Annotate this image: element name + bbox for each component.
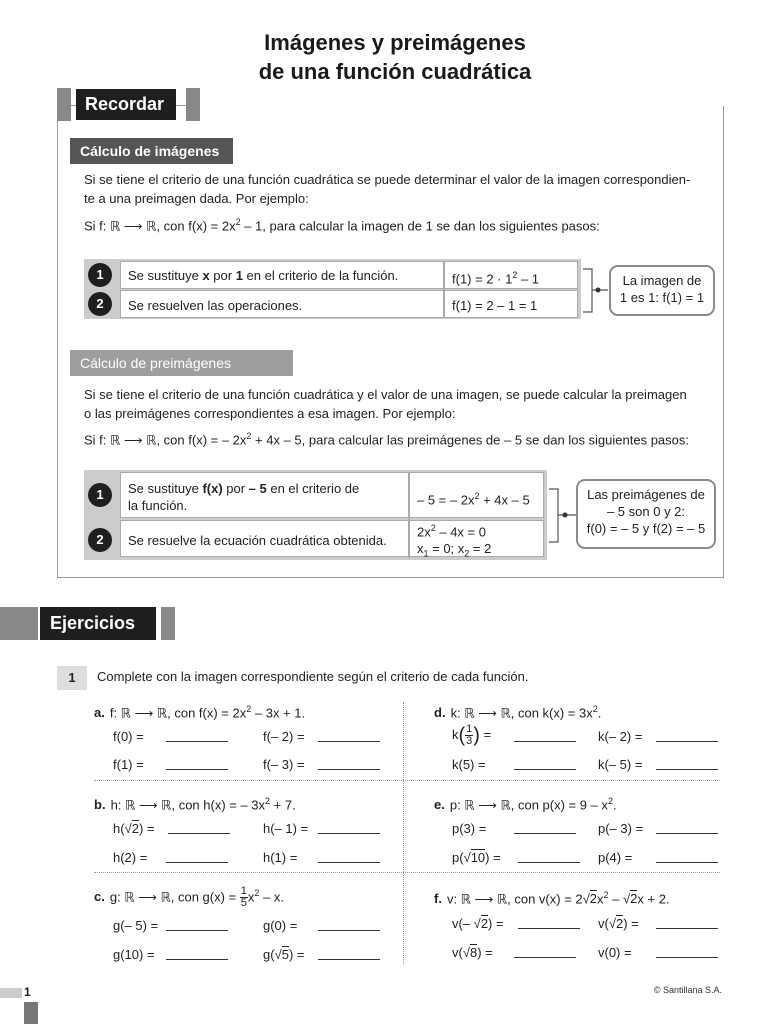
answer-blank[interactable] <box>656 946 718 958</box>
recordar-header-bar-right <box>186 88 200 121</box>
calc-preimagenes-paragraph <box>84 385 724 423</box>
result-line-1: La imagen de <box>622 273 702 288</box>
exercise-b-definition <box>94 792 296 814</box>
step-text: por <box>209 268 236 283</box>
exercise-d-definition <box>434 700 601 722</box>
def-text: x + 2. <box>637 891 670 907</box>
calc-text: = 0; x <box>428 541 465 557</box>
preimagenes-step-1-text <box>128 480 359 514</box>
item-letter: d. <box>434 705 446 721</box>
exercise-c-item-4: g(√5) = <box>263 947 305 962</box>
item-letter: e. <box>434 797 445 813</box>
preimagenes-result-box <box>576 479 716 549</box>
exercise-f-item-1: v(– √2) = <box>452 916 504 931</box>
item-text: ) = <box>288 947 305 962</box>
fraction <box>240 886 248 909</box>
calc-imagenes-para-line-2: te a una preimagen dada. Por ejemplo: <box>84 191 309 206</box>
calc-imagenes-heading: Cálculo de imágenes <box>70 138 233 164</box>
exercise-f-item-4: v(0) = <box>598 945 632 960</box>
def-exponent: 2 <box>592 704 598 714</box>
exercise-a-definition <box>94 700 305 722</box>
row-separator <box>94 780 720 781</box>
answer-blank[interactable] <box>656 851 718 863</box>
def-text: – x. <box>259 889 284 905</box>
exercise-e-definition <box>434 792 617 814</box>
result-line-2: 1 es 1: f(1) = 1 <box>619 290 705 305</box>
ejercicios-header-bar-left <box>0 607 38 640</box>
calc-text: x <box>417 541 424 557</box>
title-line-2: de una función cuadrática <box>258 59 532 84</box>
exercise-f-item-3: v(√8) = <box>452 945 493 960</box>
imagenes-step-2-calc: f(1) = 2 – 1 = 1 <box>452 298 538 313</box>
step-bold: 1 <box>235 268 243 283</box>
answer-blank[interactable] <box>514 946 576 958</box>
item-text: v(– <box>452 916 474 931</box>
step-text: Se sustituye <box>128 268 203 283</box>
recordar-header-bar-left <box>57 88 71 121</box>
def-text: + 7. <box>270 797 296 813</box>
answer-blank[interactable] <box>166 758 228 770</box>
item-text: ) = <box>623 916 639 931</box>
calc-preimagenes-para-line-2: o las preimágenes correspondientes a esa imagen. Por ejemplo: <box>84 406 456 421</box>
item-text: v( <box>452 945 463 960</box>
bracket-connector <box>548 488 578 544</box>
answer-blank[interactable] <box>514 758 576 770</box>
example-exponent: 2 <box>246 431 252 441</box>
calc-preimagenes-example <box>84 427 724 449</box>
exercise-b-item-1: h(√2) = <box>113 821 155 836</box>
def-text: h: ℝ ⟶ ℝ, con h(x) = – 3x <box>110 797 266 813</box>
answer-blank[interactable] <box>514 730 576 742</box>
exercise-d-item-2: k(– 2) = <box>598 729 643 744</box>
bracket-connector <box>582 268 610 314</box>
calc-exponent: 2 <box>512 270 518 280</box>
result-line-3: f(0) = – 5 y f(2) = – 5 <box>586 521 706 536</box>
calc-preimagenes-para-line-1: Si se tiene el criterio de una función cuadrática y el valor de una imagen, se puede calcular la preimagen <box>84 387 687 402</box>
answer-blank[interactable] <box>514 822 576 834</box>
page-marker-bar <box>0 988 22 998</box>
def-text: p: ℝ ⟶ ℝ, con p(x) = 9 – x <box>449 797 608 813</box>
item-text: v( <box>598 916 609 931</box>
item-text: ) = <box>485 850 501 865</box>
def-exponent: 2 <box>607 796 613 806</box>
def-text: . <box>612 797 617 813</box>
step-bold: f(x) <box>202 481 223 496</box>
item-letter: c. <box>94 889 105 905</box>
calc-text: 2x <box>417 524 431 540</box>
imagenes-step-2-text: Se resuelven las operaciones. <box>128 298 303 313</box>
exercise-d-item-4: k(– 5) = <box>598 757 643 772</box>
title-line-1: Imágenes y preimágenes <box>264 30 526 55</box>
step-text: en el criterio de la función. <box>242 268 399 283</box>
answer-blank[interactable] <box>166 851 228 863</box>
imagenes-step-1-text <box>128 267 398 284</box>
exercise-a-item-2: f(– 2) = <box>263 729 305 744</box>
def-exponent: 2 <box>246 704 252 714</box>
calc-text: – 5 = – 2x <box>417 492 475 508</box>
row-separator <box>94 872 720 873</box>
exercise-f-item-2: v(√2) = <box>598 916 639 931</box>
preimagenes-step-2-calc <box>417 520 491 563</box>
answer-blank[interactable] <box>318 758 380 770</box>
frame-gap <box>200 104 724 106</box>
def-text: v: ℝ ⟶ ℝ, con v(x) = 2 <box>446 891 583 907</box>
exercise-e-item-4: p(4) = <box>598 850 633 865</box>
exercise-e-item-3: p(√10) = <box>452 850 501 865</box>
page-marker-tab <box>24 1002 38 1024</box>
radicand: 8 <box>469 945 478 960</box>
radicand: 2 <box>480 916 489 931</box>
exercise-e-item-2: p(– 3) = <box>598 821 644 836</box>
def-exponent: 2 <box>603 890 609 900</box>
answer-blank[interactable] <box>656 917 718 929</box>
item-letter: a. <box>94 705 105 721</box>
denominator: 3 <box>466 735 473 747</box>
calc-exponent: 2 <box>430 523 436 533</box>
column-divider <box>443 261 445 317</box>
preimagenes-step-2-text: Se resuelve la ecuación cuadrática obtenida. <box>128 533 387 548</box>
calc-imagenes-para-line-1: Si se tiene el criterio de una función cuadrática se puede determinar el valor de la imagen correspondien- <box>84 172 691 187</box>
example-prefix: Si f: ℝ ⟶ ℝ, con f(x) = 2x <box>84 218 236 234</box>
preimagenes-step-1-calc <box>417 488 530 508</box>
answer-blank[interactable] <box>656 758 718 770</box>
calc-text: + 4x – 5 <box>479 492 530 508</box>
result-line-1: Las preimágenes de <box>587 487 705 502</box>
imagenes-result-box <box>609 265 715 316</box>
exercise-a-item-1: f(0) = <box>113 729 144 744</box>
radicand: 2 <box>630 891 638 907</box>
exercise-e-item-1: p(3) = <box>452 821 487 836</box>
answer-blank[interactable] <box>656 822 718 834</box>
def-text: k: ℝ ⟶ ℝ, con k(x) = 3x <box>450 705 593 721</box>
def-text: – 3x + 1. <box>251 705 306 721</box>
def-text: x <box>247 889 255 905</box>
item-text: g( <box>263 947 275 962</box>
copyright: © Santillana S.A. <box>653 985 722 995</box>
answer-blank[interactable] <box>318 851 380 863</box>
radicand: 2 <box>589 891 598 907</box>
calc-text: = 2 <box>469 541 492 557</box>
exercise-b-item-2: h(– 1) = <box>263 821 309 836</box>
def-text: – <box>608 891 623 907</box>
exercise-number: 1 <box>57 666 87 690</box>
step-text: por <box>222 481 249 496</box>
step-number-1: 1 <box>88 263 112 287</box>
step-bold: x <box>202 268 210 283</box>
answer-blank[interactable] <box>166 948 228 960</box>
radicand: 10 <box>470 850 486 865</box>
example-prefix: Si f: ℝ ⟶ ℝ, con f(x) = – 2x <box>84 432 247 448</box>
step-text-line-2: la función. <box>128 498 188 513</box>
answer-blank[interactable] <box>166 919 228 931</box>
calc-text: – 4x = 0 <box>435 524 486 540</box>
step-text: Se sustituye <box>128 481 203 496</box>
example-exponent: 2 <box>235 217 241 227</box>
answer-blank[interactable] <box>318 919 380 931</box>
calc-text: – 1 <box>517 271 540 287</box>
calc-imagenes-paragraph <box>84 170 724 208</box>
answer-blank[interactable] <box>318 730 380 742</box>
def-text: f: ℝ ⟶ ℝ, con f(x) = 2x <box>109 705 247 721</box>
exercise-c-item-2: g(0) = <box>263 918 298 933</box>
ejercicios-heading: Ejercicios <box>40 607 156 640</box>
calc-subscript: 1 <box>423 548 429 559</box>
calc-subscript: 2 <box>464 548 470 559</box>
item-text: = <box>479 726 492 742</box>
def-text: g: ℝ ⟶ ℝ, con g(x) = <box>109 889 240 905</box>
item-text: ) = <box>138 821 155 836</box>
recordar-heading: Recordar <box>76 89 176 120</box>
calc-imagenes-example <box>84 213 724 235</box>
item-text: p( <box>452 850 464 865</box>
ejercicios-header-bar-right <box>161 607 175 640</box>
exercise-d-item-3: k(5) = <box>452 757 486 772</box>
answer-blank[interactable] <box>318 948 380 960</box>
exercise-d-item-1: k( $\frac{1}{3}$ ) = <box>452 723 492 747</box>
page-number: 1 <box>24 985 31 999</box>
numerator: 1 <box>466 723 473 735</box>
answer-blank[interactable] <box>656 730 718 742</box>
answer-blank[interactable] <box>318 822 380 834</box>
step-number-2: 2 <box>88 292 112 316</box>
item-letter: b. <box>94 797 106 813</box>
answer-blank[interactable] <box>518 917 580 929</box>
exercise-a-item-3: f(1) = <box>113 757 144 772</box>
imagenes-step-1-calc <box>452 267 539 287</box>
def-exponent: 2 <box>265 796 271 806</box>
example-suffix: + 4x – 5, para calcular las preimágenes de – 5 se dan los siguientes pasos: <box>251 432 690 448</box>
radicand: 2 <box>131 821 139 836</box>
exercise-instruction: Complete con la imagen correspondiente según el criterio de cada función. <box>97 669 529 684</box>
item-letter: f. <box>434 891 442 907</box>
page-title <box>0 28 768 86</box>
item-text: ) = <box>488 916 504 931</box>
denominator: 5 <box>240 897 247 910</box>
answer-blank[interactable] <box>168 822 230 834</box>
result-line-2: – 5 son 0 y 2: <box>606 504 686 519</box>
def-text: x <box>597 891 604 907</box>
item-text: h( <box>113 821 125 836</box>
def-text: . <box>597 705 602 721</box>
exercise-b-item-3: h(2) = <box>113 850 148 865</box>
step-number-1: 1 <box>88 483 112 507</box>
exercise-c-item-1: g(– 5) = <box>113 918 159 933</box>
exercise-f-definition: f. v: ℝ ⟶ ℝ, con $v(x) = 2√2x^2 - √2x + 2$. <box>434 890 670 907</box>
item-text: k <box>452 726 459 742</box>
step-text: en el criterio de <box>266 481 360 496</box>
step-bold: – 5 <box>248 481 267 496</box>
radicand: 2 <box>615 916 624 931</box>
exercise-b-item-4: h(1) = <box>263 850 298 865</box>
item-text: ) = <box>477 945 493 960</box>
exercise-a-item-4: f(– 3) = <box>263 757 305 772</box>
exercise-c-definition <box>94 884 284 909</box>
def-exponent: 2 <box>254 888 260 898</box>
radicand: 5 <box>281 947 289 962</box>
answer-blank[interactable] <box>166 730 228 742</box>
calc-exponent: 2 <box>474 491 480 501</box>
exercise-c-item-3: g(10) = <box>113 947 155 962</box>
step-number-2: 2 <box>88 528 112 552</box>
numerator: 1 <box>240 885 247 898</box>
example-suffix: – 1, para calcular la imagen de 1 se dan los siguientes pasos: <box>240 218 600 234</box>
column-separator <box>403 702 404 964</box>
calc-text: f(1) = 2 · 1 <box>452 271 513 287</box>
calc-preimagenes-heading: Cálculo de preimágenes <box>70 350 293 376</box>
column-divider <box>408 472 410 558</box>
answer-blank[interactable] <box>518 851 580 863</box>
